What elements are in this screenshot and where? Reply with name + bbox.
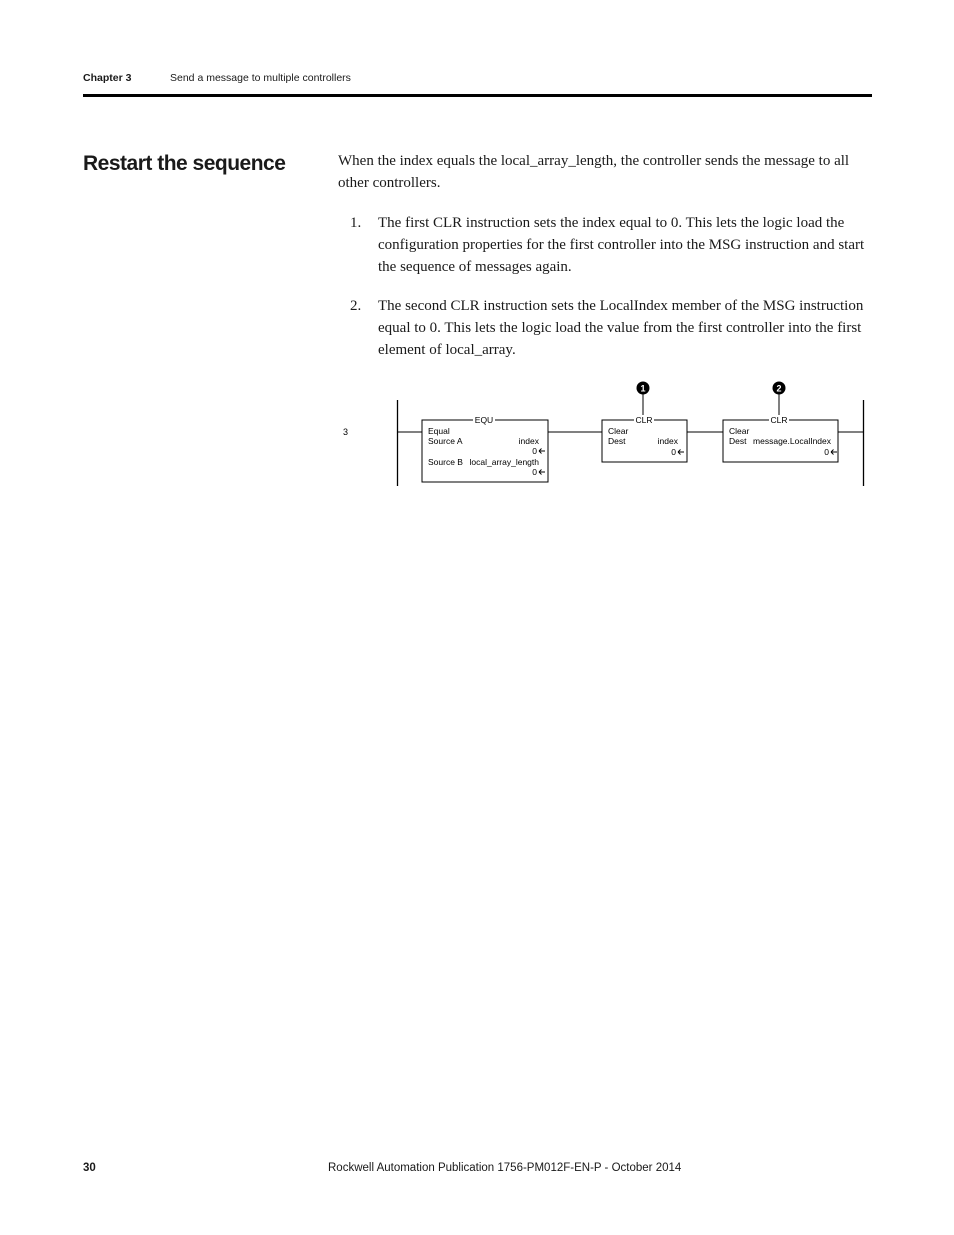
publication-info: Rockwell Automation Publication 1756-PM012F-EN-P - October 2014 — [328, 1162, 682, 1174]
section-heading: Restart the sequence — [83, 152, 286, 175]
equ-mnemonic: EQU — [474, 415, 494, 425]
equ-source-a-tag: index — [518, 436, 539, 446]
equ-source-a-value: 0 — [532, 446, 537, 456]
clr1-dest-tag: index — [657, 436, 678, 446]
callout-1 — [637, 382, 650, 416]
clr2-dest-tag: message.LocalIndex — [753, 436, 831, 446]
clr1-mnemonic: CLR — [635, 415, 653, 425]
step-item — [338, 212, 873, 278]
intro-paragraph: When the index equals the local_array_length, the controller sends the message to all other controllers. — [338, 153, 850, 191]
clr2-dest-label: Dest — [729, 436, 747, 446]
ladder-diagram — [330, 375, 870, 490]
clr2-mnemonic: CLR — [770, 415, 788, 425]
chapter-title: Send a message to multiple controllers — [170, 72, 351, 84]
equ-source-a-label: Source A — [428, 436, 463, 446]
clr-instruction-block-1 — [602, 415, 687, 462]
step-number: 2. — [350, 298, 362, 314]
callout-2-number: 2 — [776, 383, 782, 394]
chapter-label: Chapter 3 — [83, 72, 132, 84]
clr2-dest-value: 0 — [824, 447, 829, 457]
equ-source-b-label: Source B — [428, 457, 463, 467]
steps-list — [338, 212, 873, 378]
equ-source-b-value: 0 — [532, 467, 537, 477]
callout-1-number: 1 — [640, 383, 646, 394]
step-number: 1. — [350, 215, 362, 231]
step-item — [338, 295, 873, 361]
clr1-dest-value: 0 — [671, 447, 676, 457]
step-text: The second CLR instruction sets the LocalIndex member of the MSG instruction equal to 0. This lets the logic load the value from the first controller into the first element of local_array. — [378, 298, 864, 358]
clr1-name: Clear — [608, 426, 629, 436]
clr-instruction-block-2 — [723, 415, 838, 462]
clr2-name: Clear — [729, 426, 750, 436]
rung-number: 3 — [343, 427, 349, 437]
clr1-dest-label: Dest — [608, 436, 626, 446]
page-header — [83, 70, 872, 97]
equ-source-b-tag: local_array_length — [469, 457, 539, 467]
step-text: The first CLR instruction sets the index equal to 0. This lets the logic load the configuration properties for the first controller into the MSG instruction and start the sequence of messages again. — [378, 215, 865, 275]
callout-2 — [773, 382, 786, 416]
page-number: 30 — [83, 1162, 96, 1174]
equ-instruction-block — [422, 415, 548, 482]
equ-name: Equal — [428, 426, 450, 436]
